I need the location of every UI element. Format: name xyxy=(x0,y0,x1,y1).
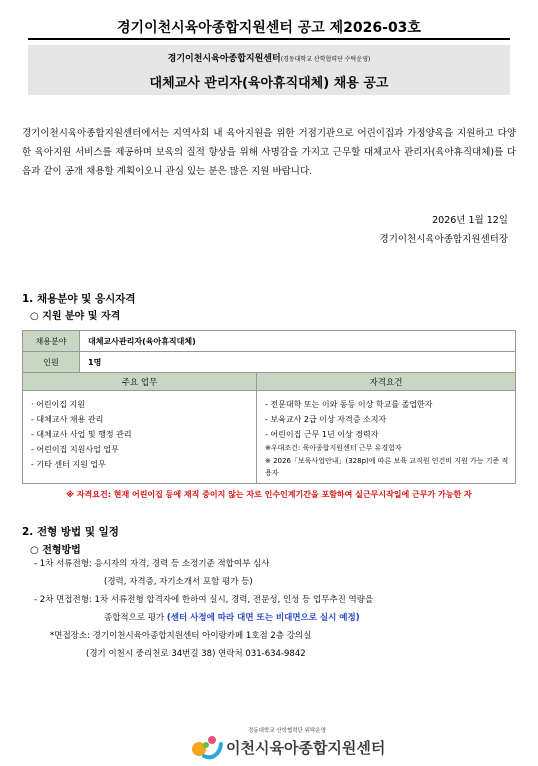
subtitle-main: 대체교사 관리자(육아휴직대체) 채용 공고 xyxy=(149,76,389,91)
list-item: - 대체교사 사업 및 행정 관리 xyxy=(31,430,132,439)
subtitle-org-note: (경동대학교 산학협력단 수탁운영) xyxy=(280,56,371,63)
list-item: - 어린이집 지원사업 업무 xyxy=(31,445,119,454)
list-item: - 보육교사 2급 이상 자격증 소지자 xyxy=(265,415,387,424)
footer-center-name: 이천시육아종합지원센터 xyxy=(226,739,386,757)
duties-cell xyxy=(23,391,257,484)
notice-title: 경기이천시육아종합지원센터 공고 제2026-03호 xyxy=(117,20,421,36)
duties-header: 주요 업무 xyxy=(23,373,257,391)
section1-subheading: ○ 지원 분야 및 자격 xyxy=(30,311,121,322)
list-item: - 전문대학 또는 이와 동등 이상 학교를 졸업한자 xyxy=(265,400,433,409)
title-divider xyxy=(28,38,510,40)
list-item: · 어린이집 지원 xyxy=(31,400,85,409)
notice-date: 2026년 1월 12일 xyxy=(432,215,508,226)
issuer: 경기이천시육아종합지원센터장 xyxy=(379,234,508,245)
list-item: - 기타 센터 지원 업무 xyxy=(31,460,106,469)
field-value: 대체교사관리자(육아휴직대체) xyxy=(80,331,516,352)
intro-paragraph: 경기이천시육아종합지원센터에서는 지역사회 내 육아지원을 위한 거점기관으로 어린이집과 가정양육을 지원하고 다양한 육아지원 서비스를 제공하며 보육의 질적 향상을 위해 사명감을 가지고 근무할 대체교사 관리자(육아휴직대체)를 다음과 같이 공개 채용할 계획이오니 관심 있는 분은 많은 지원 바랍니다. xyxy=(22,128,516,177)
subtitle-org: 경기이천시육아종합지원센터(경동대학교 산학협력단 수탁운영) xyxy=(167,54,371,64)
recruit-table xyxy=(22,330,516,484)
list-item: ※우대조건: 육아종합지원센터 근무 유경험자 xyxy=(265,444,402,452)
quals-cell xyxy=(257,391,516,484)
screening-line: - 1차 서류전형: 응시자의 자격, 경력 등 소정기준 적합여부 심사 xyxy=(34,559,270,569)
list-item: ※ 2026「보육사업안내」(328p)에 따른 보육 교직원 인건비 지원 가능 기준 적용자 xyxy=(265,457,509,477)
screening-line: (경력, 자격증, 자기소개서 포함 평가 등) xyxy=(104,577,253,587)
section1-heading: 1. 채용분야 및 응시자격 xyxy=(22,293,136,305)
count-value: 1명 xyxy=(80,352,516,373)
list-item: - 대체교사 채용 관리 xyxy=(31,415,104,424)
section2-heading: 2. 전형 방법 및 일정 xyxy=(22,526,119,538)
center-logo-icon xyxy=(190,732,224,762)
warning-note: ※ 자격요건: 현재 어린이집 등에 재직 중이지 않는 자로 인수인계기간을 포함하여 실근무시작일에 근무가 가능한 자 xyxy=(66,490,472,499)
count-label: 인원 xyxy=(23,352,80,373)
section2-subheading: ○ 전형방법 xyxy=(30,545,81,556)
interview-format-note: (센터 사정에 따라 대면 또는 비대면으로 실시 예정) xyxy=(166,613,360,623)
footer-logo xyxy=(190,724,390,764)
footer-operator-note: 경동대학교 산학협력단 위탁운영 xyxy=(248,728,326,734)
list-item: - 어린이집 근무 1년 이상 경력자 xyxy=(265,430,379,439)
interview-venue: *면접장소: 경기이천시육아종합지원센터 아이랑카페 1호점 2층 강의실 xyxy=(50,631,312,641)
screening-line: - 2차 면접전형: 1차 서류전형 합격자에 한하여 실시, 경력, 전문성, 인성 등 업무추진 역량을 xyxy=(34,595,374,605)
field-label: 채용분야 xyxy=(23,331,80,352)
venue-address: (경기 이천시 중리천로 34번길 38) 연락처 031-634-9842 xyxy=(86,649,306,659)
screening-line: 종합적으로 평가 (센터 사정에 따라 대면 또는 비대면으로 실시 예정) xyxy=(104,613,360,623)
quals-header: 자격요건 xyxy=(257,373,516,391)
